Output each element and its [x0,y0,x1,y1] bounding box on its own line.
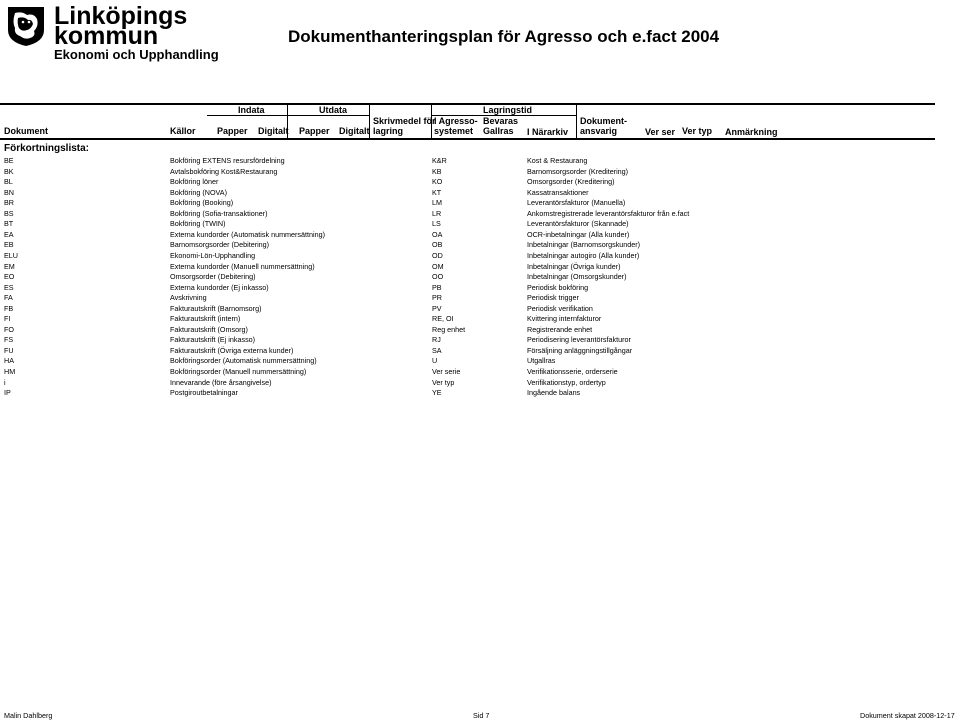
abbreviation-row [0,314,935,324]
abbreviation-description: Omsorgsorder (Debitering) [170,272,256,282]
abbreviation-code: Reg enhet [432,324,466,334]
abbreviation-code: BN [4,187,14,197]
abbreviation-description: Fakturautskrift (Omsorg) [170,324,248,334]
header-ansvarig-1: Dokument- [580,116,627,126]
abbreviation-description: Verifikationstyp, ordertyp [527,377,606,387]
abbreviation-code: KT [432,187,442,197]
header-skrivmedel-2: lagring [373,126,404,136]
abbreviation-description: Bokföringsorder (Automatisk nummersättning) [170,356,317,366]
abbreviation-description: Periodisering leverantörsfakturor [527,335,631,345]
footer-created-date: Dokument skapat 2008-12-17 [860,711,955,720]
abbreviation-code: i [4,377,6,387]
abbreviation-code: OA [432,229,443,239]
abbreviation-row [0,346,935,356]
abbreviation-description: Kvittering internfakturor [527,314,602,324]
abbreviation-code: EB [4,240,14,250]
abbreviation-code: OO [432,272,444,282]
header-anmarkning: Anmärkning [725,127,778,137]
abbreviation-row [0,335,935,345]
abbreviation-code: FS [4,335,14,345]
header-indata-papper: Papper [217,126,248,136]
abbreviation-code: EO [4,272,15,282]
abbreviation-code: PV [432,303,442,313]
abbreviation-row [0,209,935,219]
header-skrivmedel-1: Skrivmedel för [373,116,436,126]
abbreviation-row [0,167,935,177]
abbreviation-description: Ankomstregistrerade leverantörsfakturor från e.fact [527,208,690,218]
header-utdata-digitalt: Digitalt [339,126,370,136]
header-utdata: Utdata [319,105,348,115]
abbreviation-code: KO [432,177,443,187]
page-title: Dokumenthanteringsplan för Agresso och e.fact 2004 [288,27,720,46]
abbreviation-description: Registrerande enhet [527,324,593,334]
abbreviation-code: EM [4,261,15,271]
abbreviation-description: Inbetalningar (Övriga kunder) [527,261,621,271]
abbreviation-code: RE, OI [432,314,454,324]
header-kallor: Källor [170,126,196,136]
abbreviation-row [0,251,935,261]
abbreviation-row [0,356,935,366]
abbreviation-code: HA [4,356,14,366]
abbreviation-code: PB [432,282,442,292]
abbreviation-description: Periodisk verifikation [527,303,593,313]
header-ver-typ: Ver typ [682,126,713,136]
abbreviation-description: Leverantörsfakturor (Manuella) [527,198,626,208]
header-utdata-papper: Papper [299,126,330,136]
abbreviation-description: Bokföring EXTENS resursfördelning [170,156,285,165]
abbreviation-code: FI [4,314,11,324]
abbreviation-description: Avtalsbokföring Kost&Restaurang [170,166,278,176]
org-name: Linköpings kommun [54,2,188,50]
abbreviation-row [0,283,935,293]
abbreviation-code: BS [4,208,14,218]
abbreviation-code: HM [4,367,16,376]
abbreviation-description: Bokföring löner [170,177,219,187]
header-agresso-1: I Agresso- [434,116,478,126]
abbreviation-code: FB [4,303,14,313]
abbreviation-row [0,293,935,303]
abbreviation-row [0,219,935,229]
header-bevaras: Bevaras [483,116,519,126]
header-indata-digitalt: Digitalt [258,126,289,136]
abbreviation-description: Bokföringsorder (Manuell nummersättning) [170,367,307,376]
abbreviation-description: Utgallras [527,356,556,366]
abbreviation-description: Kost & Restaurang [527,156,588,165]
abbreviation-description: Barnomsorgsorder (Kreditering) [527,166,629,176]
header-ansvarig-2: ansvarig [580,126,618,136]
abbreviation-description: Kassatransaktioner [527,187,589,197]
abbreviation-description: Postgiroutbetalningar [170,388,238,398]
abbreviation-description: Fakturautskrift (Barnomsorg) [170,303,262,313]
abbreviation-code: K&R [432,156,447,165]
abbreviation-code: YE [432,388,442,398]
abbreviation-description: Omsorgsorder (Kreditering) [527,177,615,187]
abbreviation-code: FO [4,324,14,334]
header-nararkiv: I Närarkiv [527,127,569,137]
abbreviation-row [0,378,935,388]
abbreviation-code: SA [432,345,442,355]
abbreviation-description: Fakturautskrift (Ej inkasso) [170,335,256,345]
abbreviation-description: Bokföring (Booking) [170,198,234,208]
abbreviation-row [0,156,935,166]
abbreviation-description: Bokföring (NOVA) [170,187,227,197]
abbreviation-description: Externa kundorder (Manuell nummersättning) [170,261,315,271]
abbreviation-code: IP [4,388,11,398]
abbreviation-code: BT [4,219,14,229]
abbreviation-code: ELU [4,250,18,260]
abbreviation-code: KB [432,166,442,176]
abbreviation-code: PR [432,293,442,303]
org-subtitle: Ekonomi och Upphandling [54,47,219,62]
abbreviation-row [0,198,935,208]
abbreviation-list-title: Förkortningslista: [4,143,90,154]
abbreviation-row [0,188,935,198]
abbreviation-description: Innevarande (före årsangivelse) [170,377,272,387]
abbreviation-description: OCR-inbetalningar (Alla kunder) [527,229,630,239]
abbreviation-description: Periodisk trigger [527,293,579,303]
abbreviation-code: LM [432,198,442,208]
abbreviation-code: LR [432,208,442,218]
abbreviation-code: U [432,356,438,366]
abbreviation-row [0,240,935,250]
abbreviation-code: BK [4,166,14,176]
header-indata: Indata [238,105,265,115]
abbreviation-code: EA [4,229,14,239]
abbreviation-row [0,388,935,398]
abbreviation-description: Fakturautskrift (Övriga externa kunder) [170,345,294,355]
abbreviation-row [0,177,935,187]
abbreviation-code: LS [432,219,441,229]
abbreviation-description: Inbetalningar (Omsorgskunder) [527,272,627,282]
abbreviation-row [0,262,935,272]
abbreviation-code: OB [432,240,443,250]
abbreviation-description: Externa kundorder (Ej inkasso) [170,282,269,292]
lion-crest-icon [4,4,48,48]
abbreviation-code: BL [4,177,13,187]
abbreviation-code: OD [432,250,443,260]
footer-page-number: Sid 7 [473,711,490,720]
abbreviation-description: Avskrivning [170,293,207,303]
abbreviation-description: Bokföring (TWIN) [170,219,226,229]
header-ver-ser: Ver ser [645,127,676,137]
abbreviation-code: ES [4,282,14,292]
abbreviation-code: Ver serie [432,367,461,376]
abbreviation-code: OM [432,261,444,271]
abbreviation-description: Bokföring (Sofia-transaktioner) [170,208,268,218]
header-lagringstid: Lagringstid [483,105,532,115]
abbreviation-description: Inbetalningar (Barnomsorgskunder) [527,240,641,250]
abbreviation-row [0,230,935,240]
abbreviation-description: Periodisk bokföring [527,282,589,292]
abbreviation-code: BR [4,198,14,208]
abbreviation-code: Ver typ [432,377,455,387]
header-gallras: Gallras [483,126,514,136]
abbreviation-code: BE [4,156,14,165]
abbreviation-description: Externa kundorder (Automatisk nummersättning) [170,229,325,239]
abbreviation-code: RJ [432,335,441,345]
abbreviation-row [0,325,935,335]
abbreviation-description: Barnomsorgsorder (Debitering) [170,240,270,250]
abbreviation-row [0,272,935,282]
abbreviation-description: Verifikationsserie, orderserie [527,367,618,376]
abbreviation-row [0,304,935,314]
abbreviation-description: Försäljning anläggningstillgångar [527,345,633,355]
header-agresso-2: systemet [434,126,474,136]
abbreviation-description: Fakturautskrift (intern) [170,314,241,324]
abbreviation-row [0,367,935,377]
abbreviation-code: FU [4,345,14,355]
table-header [0,103,935,140]
abbreviation-description: Ekonomi-Lön-Upphandling [170,250,256,260]
abbreviation-description: Inbetalningar autogiro (Alla kunder) [527,250,640,260]
header-dokument: Dokument [4,126,49,136]
footer-author: Malin Dahlberg [4,711,53,720]
abbreviation-description: Ingående balans [527,388,581,398]
abbreviation-description: Leverantörsfakturor (Skannade) [527,219,629,229]
abbreviation-code: FA [4,293,13,303]
